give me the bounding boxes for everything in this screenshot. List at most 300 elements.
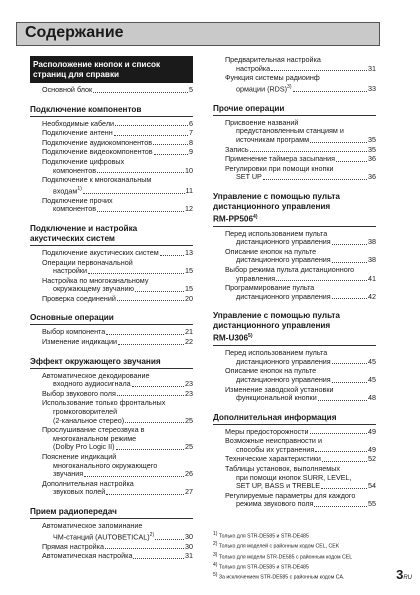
footnote bbox=[213, 562, 393, 572]
toc-entry bbox=[30, 372, 193, 389]
section-heading-line: Управление с помощью пульта bbox=[213, 191, 340, 201]
section-heading-line: Прочие операции bbox=[213, 103, 285, 113]
section-heading bbox=[213, 104, 376, 116]
entry-text: Присвоение названий bbox=[225, 117, 299, 127]
toc-entry bbox=[30, 522, 193, 542]
entry-page-number: 38 bbox=[368, 237, 376, 247]
entry-line bbox=[225, 74, 376, 83]
toc-entry bbox=[30, 139, 193, 148]
entry-text: Меры предосторожности bbox=[225, 426, 309, 436]
dot-leader bbox=[276, 280, 367, 281]
toc-entry bbox=[213, 284, 376, 301]
entry-line bbox=[42, 488, 193, 497]
footnote bbox=[213, 552, 393, 562]
entry-text: Прямая настройка bbox=[42, 541, 104, 551]
section-heading-line: Эффект окружающего звучания bbox=[30, 356, 161, 366]
entry-line bbox=[42, 338, 193, 347]
toc-entry bbox=[213, 155, 376, 164]
entry-text: функциональной кнопки bbox=[236, 393, 317, 403]
entry-text: Подключение цифровых bbox=[42, 156, 125, 166]
entry-text: Изменение заводской установки bbox=[225, 384, 334, 394]
entry-text: звуковых полей bbox=[53, 487, 106, 497]
dot-leader bbox=[322, 461, 367, 462]
entry-page-number: 15 bbox=[185, 266, 193, 276]
footnote-marker: 1) bbox=[77, 185, 82, 192]
dot-leader bbox=[106, 334, 184, 335]
dot-leader bbox=[114, 135, 188, 136]
entry-page-number: 27 bbox=[185, 487, 193, 497]
dot-leader bbox=[117, 300, 184, 301]
footnote-text: За исключением STR-DE585 с районным кодом CA. bbox=[217, 575, 345, 582]
entry-text: дистанционного управления bbox=[236, 255, 331, 265]
footnote-text: Только для модели STR-DE585 с районным кодом CEL bbox=[217, 554, 353, 561]
dot-leader bbox=[271, 70, 367, 71]
dot-leader bbox=[133, 558, 184, 559]
entry-text: многоканального окружающего bbox=[53, 460, 158, 470]
footnote-text: Только для STR-DE585 и STR-DE485 bbox=[217, 564, 309, 571]
entry-text: Перед использованием пульта bbox=[225, 348, 328, 358]
entry-text: Подключение акустических систем bbox=[42, 247, 159, 257]
section-heading-line: RM-PP506$^{4)}$ bbox=[213, 213, 258, 224]
entry-line bbox=[42, 552, 193, 561]
entry-page-number: 48 bbox=[368, 393, 376, 403]
toc-entry bbox=[213, 146, 376, 155]
page-language-code: RU bbox=[403, 575, 412, 581]
entry-line bbox=[42, 148, 193, 157]
toc-section bbox=[213, 413, 376, 509]
toc-entry bbox=[213, 266, 376, 283]
dot-leader bbox=[310, 433, 367, 434]
entry-text: Подключение к многоканальным bbox=[42, 175, 152, 185]
entry-text: Автоматическое декодирование bbox=[42, 370, 150, 380]
entry-text: дистанционного управления bbox=[236, 356, 331, 366]
footnote bbox=[213, 572, 393, 582]
dot-leader bbox=[318, 400, 367, 401]
entry-page-number: 38 bbox=[368, 255, 376, 265]
entry-line bbox=[42, 417, 193, 426]
toc-entry bbox=[213, 119, 376, 145]
entry-text: компонентов bbox=[53, 204, 97, 214]
entry-page-number: 36 bbox=[368, 154, 376, 164]
toc-entry bbox=[213, 386, 376, 403]
entry-line bbox=[42, 267, 193, 276]
toc-entry bbox=[30, 197, 193, 214]
dot-leader bbox=[115, 125, 188, 126]
entry-line bbox=[42, 139, 193, 148]
entry-page-number: 49 bbox=[368, 444, 376, 454]
toc-section bbox=[213, 104, 376, 182]
entry-page-number: 31 bbox=[185, 551, 193, 561]
section-heading-line: дистанционного управления bbox=[213, 201, 331, 211]
entry-line bbox=[42, 86, 193, 95]
dot-leader bbox=[125, 422, 184, 423]
dot-leader bbox=[116, 449, 184, 450]
dot-leader bbox=[97, 172, 184, 173]
section-heading-line: Расположение кнопок и список bbox=[33, 60, 161, 69]
dot-leader bbox=[332, 244, 367, 245]
toc-entry bbox=[30, 176, 193, 196]
footnote-number: 2) bbox=[213, 541, 218, 548]
entry-page-number: 55 bbox=[368, 499, 376, 509]
toc-entry bbox=[30, 158, 193, 175]
entry-line bbox=[225, 500, 376, 509]
toc-section bbox=[213, 192, 376, 301]
dot-leader bbox=[106, 494, 184, 495]
entry-page-number: 11 bbox=[185, 186, 193, 196]
toc-section bbox=[30, 105, 193, 214]
footnote-number: 3) bbox=[213, 551, 218, 558]
entry-line bbox=[42, 185, 193, 196]
dot-leader bbox=[97, 211, 184, 212]
entry-text: компонентов bbox=[53, 165, 97, 175]
entry-text: Программирование пульта bbox=[225, 283, 315, 293]
footnote bbox=[213, 531, 393, 541]
entry-line bbox=[225, 146, 376, 155]
entry-text: SET UP bbox=[236, 172, 262, 182]
entry-text: входного аудиосигнала bbox=[53, 379, 131, 389]
footnote-number: 1) bbox=[213, 531, 218, 537]
entry-text: управления bbox=[236, 273, 276, 283]
toc-entry bbox=[30, 86, 193, 95]
footnote bbox=[213, 541, 393, 551]
section-heading-line: RM-U306$^{5)}$ bbox=[213, 333, 253, 344]
section-heading-line: дистанционного управления bbox=[213, 321, 331, 331]
entry-line bbox=[42, 328, 193, 337]
dot-leader bbox=[155, 539, 184, 540]
entry-text: Регулируемые параметры для каждого bbox=[225, 490, 356, 500]
section-heading bbox=[213, 413, 376, 425]
toc-entry bbox=[30, 390, 193, 399]
entry-line bbox=[225, 275, 376, 284]
dot-leader bbox=[250, 151, 367, 152]
dot-leader bbox=[321, 488, 367, 489]
toc-entry bbox=[30, 277, 193, 294]
toc-entry bbox=[30, 453, 193, 479]
entry-text: дистанционного управления bbox=[236, 237, 331, 247]
entry-text: Подключение антенн bbox=[42, 128, 113, 138]
dot-leader bbox=[315, 451, 367, 452]
toc-section bbox=[30, 224, 193, 304]
toc-entry bbox=[30, 328, 193, 337]
toc-entry bbox=[213, 165, 376, 182]
page-number-value: 3 bbox=[396, 567, 404, 582]
section-heading bbox=[30, 105, 193, 117]
toc-entry bbox=[30, 480, 193, 497]
entry-page-number: 8 bbox=[189, 137, 193, 147]
entry-page-number: 13 bbox=[185, 247, 193, 257]
entry-text: (Dolby Pro Logic II) bbox=[53, 442, 115, 452]
entry-line bbox=[225, 238, 376, 247]
entry-line bbox=[225, 446, 376, 455]
footnote-marker: 2) bbox=[149, 531, 155, 538]
entry-page-number: 26 bbox=[185, 469, 193, 479]
toc-entry bbox=[213, 74, 376, 94]
entry-text: Необходимые кабели bbox=[42, 118, 115, 128]
dot-leader bbox=[160, 255, 184, 256]
entry-text: входам$^{1)}$ bbox=[53, 185, 82, 196]
entry-text: громкоговорителей bbox=[53, 407, 118, 417]
entry-text: настройка bbox=[236, 63, 271, 73]
entry-page-number: 21 bbox=[185, 327, 193, 337]
entry-text: Функция системы радиоинф bbox=[225, 73, 320, 83]
entry-text: при помощи кнопок SURR, LEVEL, bbox=[236, 472, 352, 482]
entry-page-number: 5 bbox=[189, 85, 193, 94]
dot-leader bbox=[105, 548, 184, 549]
toc-entry bbox=[30, 148, 193, 157]
section-heading bbox=[30, 357, 193, 369]
entry-page-number: 10 bbox=[185, 165, 193, 175]
toc-entry bbox=[30, 338, 193, 347]
entry-page-number: 35 bbox=[368, 134, 376, 144]
dot-leader bbox=[332, 363, 367, 364]
toc-entry bbox=[30, 129, 193, 138]
entry-text: источникам программ bbox=[236, 134, 310, 144]
entry-text: Подключение видеокомпонентов bbox=[42, 147, 153, 157]
section-heading-line: Подключение компонентов bbox=[30, 104, 142, 114]
entry-line bbox=[42, 167, 193, 176]
entry-text: многоканальном режиме bbox=[53, 433, 137, 443]
entry-page-number: 30 bbox=[185, 541, 193, 551]
toc-section bbox=[213, 311, 376, 402]
entry-text: предустановленным станциям и bbox=[236, 126, 344, 136]
entry-text: Выбор режима пульта дистанционного bbox=[225, 265, 355, 275]
entry-line bbox=[225, 65, 376, 74]
dot-leader bbox=[332, 382, 367, 383]
section-heading-line: акустических систем bbox=[30, 233, 115, 243]
footnote-marker: 4) bbox=[253, 213, 258, 220]
entry-text: SET UP, BASS и TREBLE bbox=[236, 481, 321, 491]
entry-line bbox=[42, 205, 193, 214]
entry-line bbox=[42, 295, 193, 304]
entry-line bbox=[42, 470, 193, 479]
section-heading-line: Прием радиопередач bbox=[30, 506, 117, 516]
section-heading-line: Подключение и настройка bbox=[30, 223, 138, 233]
section-heading bbox=[213, 311, 376, 346]
toc-entry bbox=[213, 437, 376, 454]
toc-entry bbox=[213, 349, 376, 366]
dot-leader bbox=[310, 142, 367, 143]
entry-line bbox=[225, 394, 376, 403]
dot-leader bbox=[336, 161, 367, 162]
entry-text: ормации (RDS)$^{3)}$ bbox=[236, 83, 292, 94]
footnote-text: Только для STR-DE585 и STR-DE485 bbox=[217, 533, 309, 540]
dot-leader bbox=[132, 386, 184, 387]
contents-title-bar bbox=[16, 22, 380, 46]
section-heading-line: Дополнительная информация bbox=[213, 412, 337, 422]
toc-section bbox=[30, 507, 193, 561]
entry-text: Дополнительная настройка bbox=[42, 478, 134, 488]
entry-page-number: 36 bbox=[368, 172, 376, 182]
toc-entry bbox=[213, 248, 376, 265]
entry-text: Автоматическая настройка bbox=[42, 551, 133, 561]
entry-text: Регулировки при помощи кнопки bbox=[225, 163, 334, 173]
toc-section bbox=[30, 56, 193, 95]
toc-entry bbox=[30, 295, 193, 304]
entry-text: Запись bbox=[225, 144, 249, 154]
entry-text: Выбор компонента bbox=[42, 327, 106, 337]
entry-page-number: 41 bbox=[368, 273, 376, 283]
entry-text: Описание кнопок на пульте bbox=[225, 366, 317, 376]
footnote-number: 5) bbox=[213, 572, 218, 579]
entry-page-number: 7 bbox=[189, 128, 193, 138]
entry-line bbox=[225, 358, 376, 367]
entry-text: Описание кнопок на пульте bbox=[225, 246, 317, 256]
entry-line bbox=[42, 543, 193, 552]
entry-text: настройки bbox=[53, 266, 88, 276]
entry-page-number: 15 bbox=[185, 284, 193, 294]
dot-leader bbox=[153, 144, 188, 145]
section-heading bbox=[30, 313, 193, 325]
entry-page-number: 54 bbox=[368, 481, 376, 491]
toc-entry bbox=[30, 426, 193, 452]
toc-section bbox=[30, 313, 193, 346]
dot-leader bbox=[84, 476, 184, 477]
entry-line bbox=[42, 120, 193, 129]
entry-line bbox=[225, 293, 376, 302]
entry-text: Возможные неисправности и bbox=[225, 436, 322, 446]
dot-leader bbox=[93, 92, 188, 93]
entry-page-number: 20 bbox=[185, 293, 193, 303]
entry-line bbox=[225, 173, 376, 182]
entry-page-number: 6 bbox=[189, 118, 193, 128]
entry-line bbox=[225, 482, 376, 491]
toc-entry bbox=[30, 120, 193, 129]
toc-entry bbox=[213, 455, 376, 464]
toc-entry bbox=[30, 399, 193, 425]
toc-entry bbox=[30, 543, 193, 552]
entry-text: Настройка по многоканальному bbox=[42, 275, 149, 285]
entry-text: Проверка соединений bbox=[42, 293, 116, 303]
entry-text: Прослушивание стереозвука в bbox=[42, 425, 145, 435]
entry-text: Автоматическое запоминание bbox=[42, 520, 143, 530]
footnote-marker: 5) bbox=[248, 333, 253, 340]
toc-section bbox=[30, 357, 193, 497]
toc-entry bbox=[30, 259, 193, 276]
entry-page-number: 33 bbox=[368, 84, 376, 94]
entry-text: режима звукового поля bbox=[236, 499, 314, 509]
section-heading-line: страниц для справки bbox=[33, 70, 120, 79]
footnote-marker: 3) bbox=[287, 83, 292, 90]
entry-line bbox=[225, 136, 376, 145]
section-heading bbox=[30, 56, 193, 83]
entry-text: Выбор звукового поля bbox=[42, 388, 116, 398]
entry-line bbox=[225, 455, 376, 464]
toc-entry bbox=[213, 367, 376, 384]
entry-page-number: 35 bbox=[368, 144, 376, 154]
entry-text: Подключение прочих bbox=[42, 195, 113, 205]
entry-line bbox=[225, 155, 376, 164]
toc-entry bbox=[213, 230, 376, 247]
toc-entry bbox=[213, 465, 376, 491]
entry-line bbox=[42, 522, 193, 531]
entry-text: Предварительная настройка bbox=[225, 55, 321, 64]
entry-line bbox=[42, 380, 193, 389]
entry-text: Таблицы установок, выполняемых bbox=[225, 464, 340, 474]
dot-leader bbox=[135, 291, 184, 292]
dot-leader bbox=[332, 298, 367, 299]
entry-line bbox=[225, 256, 376, 265]
footnote-number: 4) bbox=[213, 561, 218, 568]
entry-line bbox=[225, 428, 376, 437]
dot-leader bbox=[83, 193, 185, 194]
entry-text: Использование только фронтальных bbox=[42, 398, 166, 408]
page-number bbox=[396, 566, 412, 584]
entry-text: Подключение аудиокомпонентов bbox=[42, 137, 153, 147]
entry-text: Перед использованием пульта bbox=[225, 228, 328, 238]
toc-entry bbox=[213, 56, 376, 73]
toc-left-column bbox=[30, 56, 193, 571]
toc-entry bbox=[30, 249, 193, 258]
entry-text: дистанционного управления bbox=[236, 291, 331, 301]
entry-line bbox=[42, 129, 193, 138]
entry-text: окружающему звучанию bbox=[53, 284, 135, 294]
section-heading bbox=[30, 224, 193, 246]
dot-leader bbox=[88, 273, 184, 274]
entry-line bbox=[42, 285, 193, 294]
dot-leader bbox=[332, 262, 367, 263]
footnote-text: Только для моделей с районным кодом CEL, CEK bbox=[217, 544, 340, 551]
footnotes bbox=[213, 531, 393, 583]
entry-line bbox=[42, 443, 193, 452]
entry-page-number: 45 bbox=[368, 356, 376, 366]
entry-text: дистанционного управления bbox=[236, 374, 331, 384]
dot-leader bbox=[117, 395, 184, 396]
entry-page-number: 25 bbox=[185, 415, 193, 425]
toc-right-column bbox=[213, 56, 376, 519]
section-heading bbox=[213, 192, 376, 227]
entry-line bbox=[225, 376, 376, 385]
section-heading bbox=[30, 507, 193, 519]
entry-text: Пояснение индикаций bbox=[42, 452, 117, 462]
entry-page-number: 12 bbox=[185, 204, 193, 214]
entry-page-number: 49 bbox=[368, 426, 376, 436]
entry-text: звучания bbox=[53, 469, 84, 479]
entry-line bbox=[42, 531, 193, 542]
entry-page-number: 42 bbox=[368, 291, 376, 301]
entry-line bbox=[42, 249, 193, 258]
entry-line bbox=[42, 390, 193, 399]
entry-page-number: 23 bbox=[185, 388, 193, 398]
dot-leader bbox=[293, 91, 368, 92]
dot-leader bbox=[154, 154, 188, 155]
entry-text: Изменение индикации bbox=[42, 337, 117, 347]
entry-page-number: 45 bbox=[368, 374, 376, 384]
entry-text: Операции первоначальной bbox=[42, 257, 133, 267]
entry-text: Технические характеристики bbox=[225, 454, 321, 464]
dot-leader bbox=[263, 179, 367, 180]
toc-entry bbox=[30, 552, 193, 561]
entry-text: ЧМ-станций (AUTOBETICAL)$^{2)}$ bbox=[53, 531, 155, 541]
entry-text: способы их устранения bbox=[236, 444, 315, 454]
toc-entry bbox=[213, 492, 376, 509]
entry-page-number: 25 bbox=[185, 442, 193, 452]
toc-entry bbox=[213, 428, 376, 437]
dot-leader bbox=[118, 344, 184, 345]
section-heading-line: Управление с помощью пульта bbox=[213, 311, 340, 321]
entry-text: Применение таймера засыпания bbox=[225, 154, 336, 164]
entry-page-number: 52 bbox=[368, 454, 376, 464]
entry-page-number: 30 bbox=[185, 531, 193, 541]
entry-text: (2-канальное стерео) bbox=[53, 415, 125, 425]
entry-page-number: 9 bbox=[189, 147, 193, 157]
entry-page-number: 23 bbox=[185, 379, 193, 389]
page-title: Содержание bbox=[25, 24, 124, 41]
entry-text: Основной блок bbox=[42, 85, 93, 94]
entry-line bbox=[42, 176, 193, 185]
toc-section bbox=[213, 56, 376, 94]
section-heading-line: Основные операции bbox=[30, 313, 114, 323]
entry-line bbox=[225, 83, 376, 94]
